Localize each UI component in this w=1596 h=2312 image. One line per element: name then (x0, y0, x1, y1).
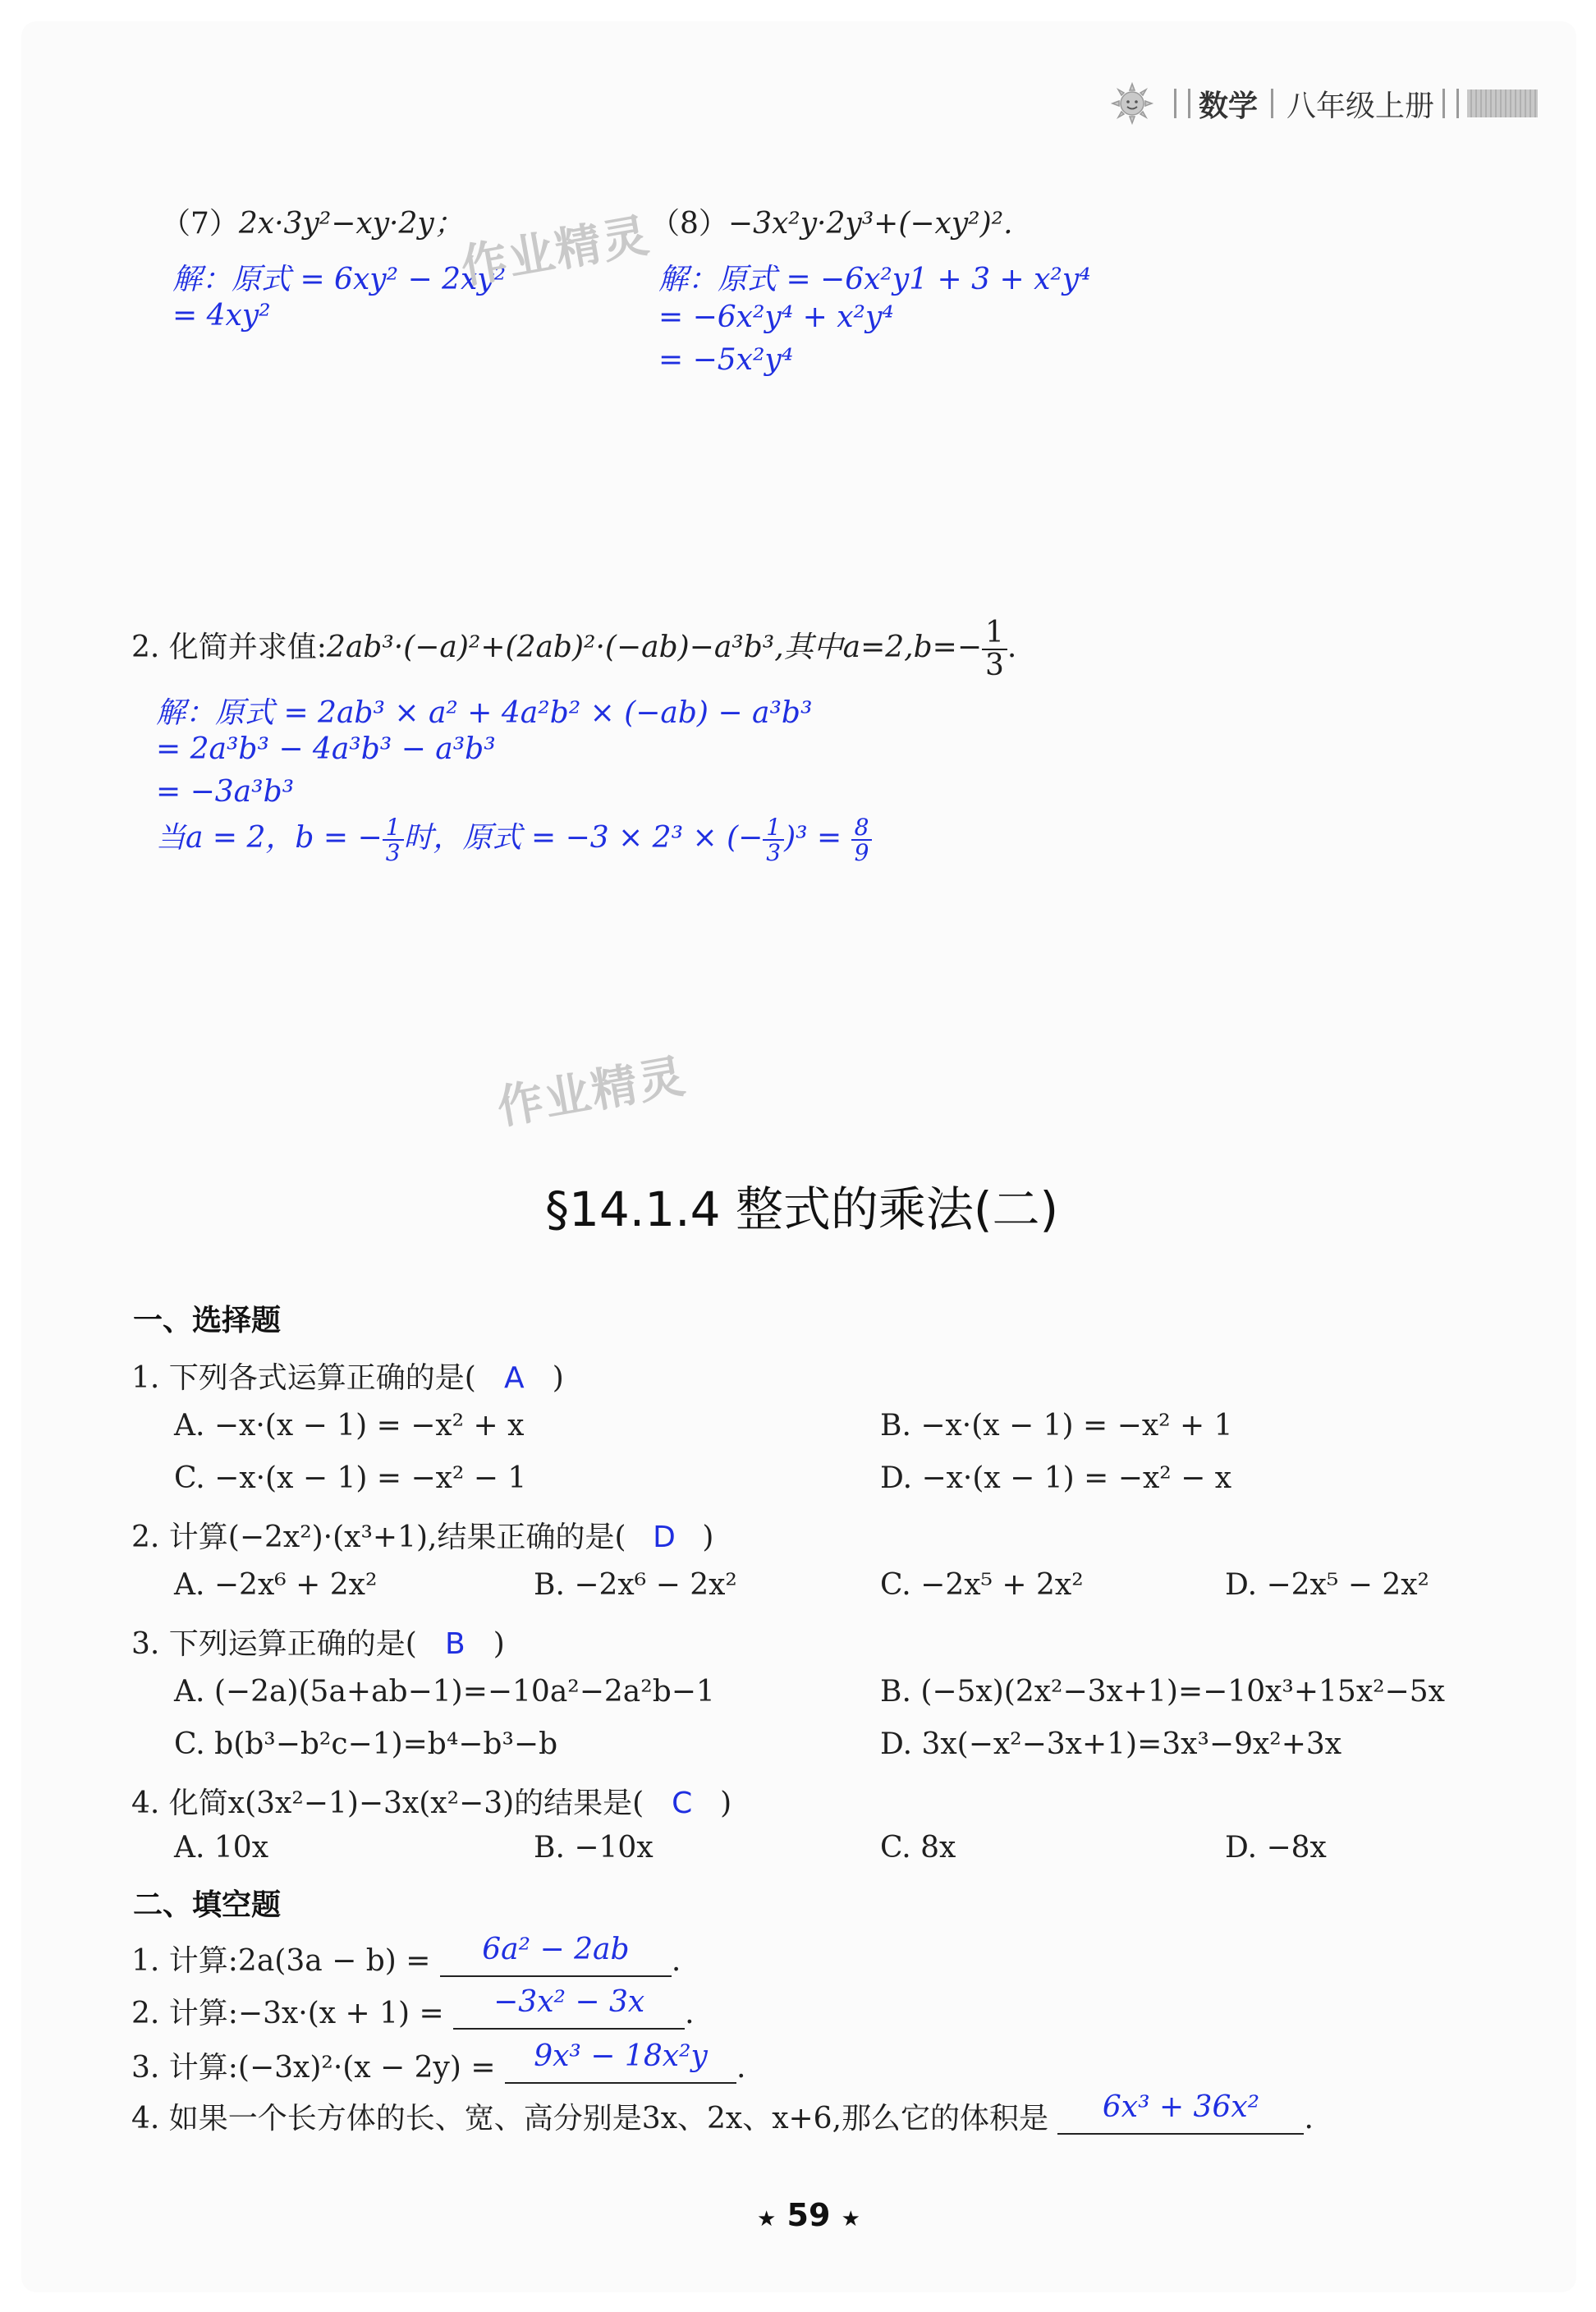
question-stem: 3. 下列运算正确的是( (131, 1627, 417, 1661)
fraction-denominator: 9 (854, 839, 869, 866)
fill-end: . (671, 1944, 681, 1978)
question-8-label: （8） (650, 207, 728, 241)
question-close: ) (702, 1521, 714, 1554)
watermark: 作业精灵 (456, 209, 654, 295)
problem-2-tail: . (1007, 630, 1017, 664)
fill-end: . (736, 2051, 746, 2085)
fill-answer: 9x³ − 18x²y (534, 2039, 708, 2073)
page-header (1110, 79, 1578, 128)
fill-item-3 (131, 2039, 746, 2086)
choice-question-3 (131, 1621, 505, 1663)
answer-letter: C (672, 1787, 693, 1820)
option-b: B. −x·(x − 1) = −x² + 1 (880, 1409, 1233, 1443)
fill-end: . (685, 1997, 695, 2030)
answer-letter: A (503, 1361, 525, 1395)
choice-question-2 (131, 1514, 713, 1556)
option-c: C. −2x⁵ + 2x² (880, 1568, 1084, 1602)
option-d: D. −8x (1225, 1831, 1327, 1865)
star-icon: ★ (841, 2207, 860, 2232)
option-a: A. (−2a)(5a+ab−1)=−10a²−2a²b−1 (174, 1675, 715, 1709)
fill-answer: 6x³ + 36x² (1102, 2090, 1260, 2124)
question-7-label: （7） (161, 207, 239, 241)
fill-blank (440, 1933, 672, 1977)
question-8-answer-line-1: 解：原式 = −6x²y1 + 3 + x²y⁴ (658, 263, 1091, 296)
header-subject: 数学 (1199, 89, 1259, 123)
fill-stem: 4. 如果一个长方体的长、宽、高分别是3x、2x、x+6,那么它的体积是 (131, 2102, 1049, 2135)
option-d: D. −x·(x − 1) = −x² − x (880, 1461, 1232, 1495)
fill-stem: 2. 计算:−3x·(x + 1) = (131, 1997, 444, 2030)
option-b: B. −10x (534, 1831, 654, 1865)
problem-2-answer-line-3: = −3a³b³ (156, 775, 295, 809)
fill-stem: 3. 计算:(−3x)²·(x − 2y) = (131, 2051, 496, 2085)
section-title: §14.1.4 整式的乘法(二) (545, 1181, 1059, 1237)
answer-letter: B (444, 1627, 466, 1661)
question-8-answer-line-2: = −6x²y⁴ + x²y⁴ (658, 300, 894, 334)
option-d: D. 3x(−x²−3x+1)=3x³−9x²+3x (880, 1727, 1342, 1761)
sun-logo-icon (1110, 81, 1154, 126)
answer-fraction-b2 (763, 815, 784, 865)
problem-2-expression: 2ab³·(−a)²+(2ab)²·(−ab)−a³b³,其中a=2,b=− (326, 630, 982, 664)
fill-blank (1057, 2090, 1304, 2135)
choice-question-4 (131, 1780, 732, 1822)
star-icon: ★ (757, 2207, 777, 2232)
fill-item-2 (131, 1985, 695, 2032)
fill-end: . (1304, 2102, 1314, 2135)
fraction-numerator: 1 (383, 815, 404, 841)
fraction-denominator: 3 (766, 839, 782, 866)
question-close: ) (493, 1627, 505, 1661)
fill-blank (453, 1985, 685, 2030)
fraction-denominator: 3 (985, 648, 1004, 682)
question-8-answer-line-3: = −5x²y⁴ (658, 343, 794, 377)
header-divider (1174, 89, 1190, 118)
fraction-denominator: 3 (385, 839, 401, 866)
header-gray-block (1467, 89, 1538, 117)
fill-item-1 (131, 1933, 681, 1979)
question-7 (161, 200, 464, 242)
fraction-numerator: 1 (982, 617, 1007, 650)
answer-letter: D (653, 1521, 676, 1554)
answer-fraction-b (383, 815, 404, 865)
choice-question-1 (131, 1355, 564, 1397)
problem-2-answer-line-4 (156, 814, 872, 865)
page-number-value: 59 (787, 2197, 831, 2233)
answer-middle: 时，原式 = −3 × 2³ × (− (403, 821, 764, 855)
question-8 (650, 200, 1013, 242)
question-stem: 4. 化简x(3x²−1)−3x(x²−3)的结果是( (131, 1787, 644, 1820)
fraction-numerator: 8 (851, 815, 873, 841)
problem-2-answer-line-1: 解：原式 = 2ab³ × a² + 4a²b² × (−ab) − a³b³ (156, 696, 813, 730)
problem-2-fraction (982, 617, 1007, 681)
fill-answer: 6a² − 2ab (482, 1933, 630, 1966)
problem-2 (131, 617, 1016, 681)
question-7-expression: 2x·3y²−xy·2y； (238, 207, 464, 241)
question-8-expression: −3x²y·2y³+(−xy²)². (727, 207, 1013, 241)
answer-prefix: 当a = 2，b = − (156, 821, 383, 855)
option-b: B. (−5x)(2x²−3x+1)=−10x³+15x²−5x (880, 1675, 1445, 1709)
question-stem: 1. 下列各式运算正确的是( (131, 1361, 476, 1395)
option-a: A. −x·(x − 1) = −x² + x (174, 1409, 525, 1443)
fill-stem: 1. 计算:2a(3a − b) = (131, 1944, 431, 1978)
fill-item-4 (131, 2090, 1314, 2137)
watermark: 作业精灵 (493, 1049, 690, 1135)
option-d: D. −2x⁵ − 2x² (1225, 1568, 1429, 1602)
page-number (757, 2197, 860, 2233)
answer-result-fraction (851, 815, 873, 865)
part-2-heading: 二、填空题 (133, 1888, 282, 1922)
option-a: A. −2x⁶ + 2x² (174, 1568, 378, 1602)
question-7-answer-line-1: 解：原式 = 6xy² − 2xy² (172, 263, 507, 296)
question-close: ) (720, 1787, 732, 1820)
fill-blank (505, 2039, 736, 2084)
option-a: A. 10x (174, 1831, 268, 1865)
problem-2-label: 2. 化简并求值: (131, 630, 327, 664)
option-c: C. −x·(x − 1) = −x² − 1 (174, 1461, 527, 1495)
answer-end: )³ = (784, 821, 851, 855)
fill-answer: −3x² − 3x (493, 1985, 645, 2019)
option-b: B. −2x⁶ − 2x² (534, 1568, 737, 1602)
header-grade: 八年级上册 (1286, 89, 1435, 123)
fraction-numerator: 1 (763, 815, 784, 841)
question-7-answer-line-2: = 4xy² (172, 299, 271, 333)
problem-2-answer-line-2: = 2a³b³ − 4a³b³ − a³b³ (156, 732, 496, 766)
question-close: ) (552, 1361, 564, 1395)
question-stem: 2. 计算(−2x²)·(x³+1),结果正确的是( (131, 1521, 626, 1554)
option-c: C. 8x (880, 1831, 956, 1865)
option-c: C. b(b³−b²c−1)=b⁴−b³−b (174, 1727, 558, 1761)
part-1-heading: 一、选择题 (133, 1304, 282, 1337)
header-divider (1442, 89, 1459, 118)
header-divider (1271, 89, 1273, 118)
